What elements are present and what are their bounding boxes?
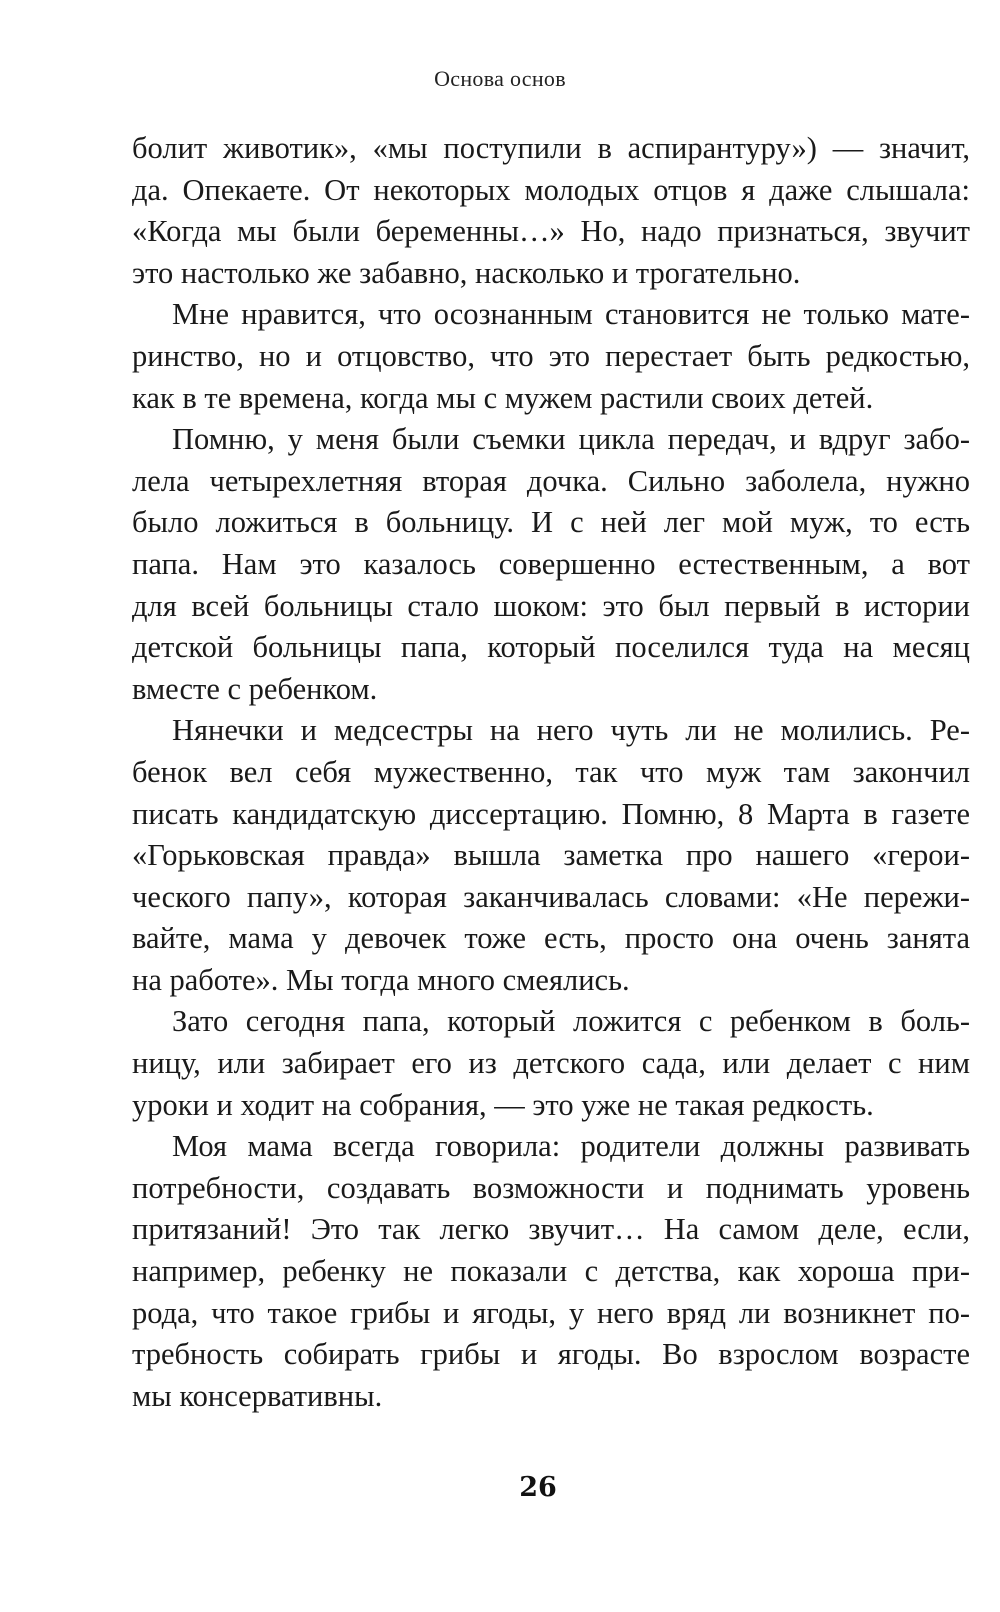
text-line: детской больницы папа, который поселился туда на месяц	[132, 630, 970, 665]
text-line: бенок вел себя мужественно, так что муж там закончил	[132, 754, 970, 789]
text-line: вместе с ребенком.	[132, 671, 378, 706]
text-line: лела четырехлетняя вторая дочка. Сильно заболела, нужно	[132, 463, 970, 498]
text-line: Моя мама всегда говорила: родители должны развивать	[172, 1129, 970, 1164]
text-line: потребности, создавать возможности и поднимать уровень	[132, 1170, 970, 1205]
text-line: на работе». Мы тогда много смеялись.	[132, 962, 630, 997]
text-line: требность собирать грибы и ягоды. Во взрослом возрасте	[132, 1337, 970, 1372]
text-line: ницу, или забирает его из детского сада, или делает с ним	[132, 1046, 970, 1081]
text-line: «Когда мы были беременны…» Но, надо признаться, звучит	[132, 214, 970, 249]
text-line: да. Опекаете. От некоторых молодых отцов я даже слышала:	[132, 172, 970, 207]
paragraph	[132, 419, 970, 710]
text-line: вайте, мама у девочек тоже есть, просто она очень занята	[132, 921, 970, 956]
text-line: Помню, у меня были съемки цикла передач, и вдруг забо-	[172, 422, 970, 457]
text-line: папа. Нам это казалось совершенно естественным, а вот	[132, 546, 970, 581]
body-text	[132, 128, 970, 1417]
text-line: ринство, но и отцовство, что это перестает быть редкостью,	[132, 338, 970, 373]
text-line: для всей больницы стало шоком: это был первый в истории	[132, 588, 970, 623]
text-line: Зато сегодня папа, который ложится с ребенком в боль-	[172, 1004, 970, 1039]
text-line: болит животик», «мы поступили в аспирантуру») — значит,	[132, 131, 970, 165]
page-number: 26	[519, 1472, 557, 1503]
text-line: уроки и ходит на собрания, — это уже не такая редкость.	[132, 1087, 874, 1122]
paragraph	[132, 710, 970, 1001]
paragraph	[132, 1001, 970, 1126]
text-line: рода, что такое грибы и ягоды, у него вряд ли возникнет по-	[132, 1295, 970, 1330]
text-line: Нянечки и медсестры на него чуть ли не молились. Ре-	[172, 713, 970, 748]
paragraph	[132, 294, 970, 419]
text-line: Мне нравится, что осознанным становится не только мате-	[172, 297, 970, 332]
text-line: например, ребенку не показали с детства, как хороша при-	[132, 1254, 970, 1289]
text-line: писать кандидатскую диссертацию. Помню, 8 Марта в газете	[132, 796, 970, 831]
paragraph	[132, 1126, 970, 1417]
running-head: Основа основ	[434, 66, 566, 91]
text-line: мы консервативны.	[132, 1378, 383, 1413]
text-line: это настолько же забавно, насколько и трогательно.	[132, 255, 801, 290]
text-line: ческого папу», которая заканчивалась словами: «Не пережи-	[132, 879, 970, 914]
text-line: притязаний! Это так легко звучит… На самом деле, если,	[132, 1212, 970, 1247]
text-line: «Горьковская правда» вышла заметка про нашего «герои-	[132, 838, 970, 873]
paragraph	[132, 128, 970, 294]
text-line: было ложиться в больницу. И с ней лег мой муж, то есть	[132, 505, 970, 540]
text-line: как в те времена, когда мы с мужем растили своих детей.	[132, 380, 874, 415]
